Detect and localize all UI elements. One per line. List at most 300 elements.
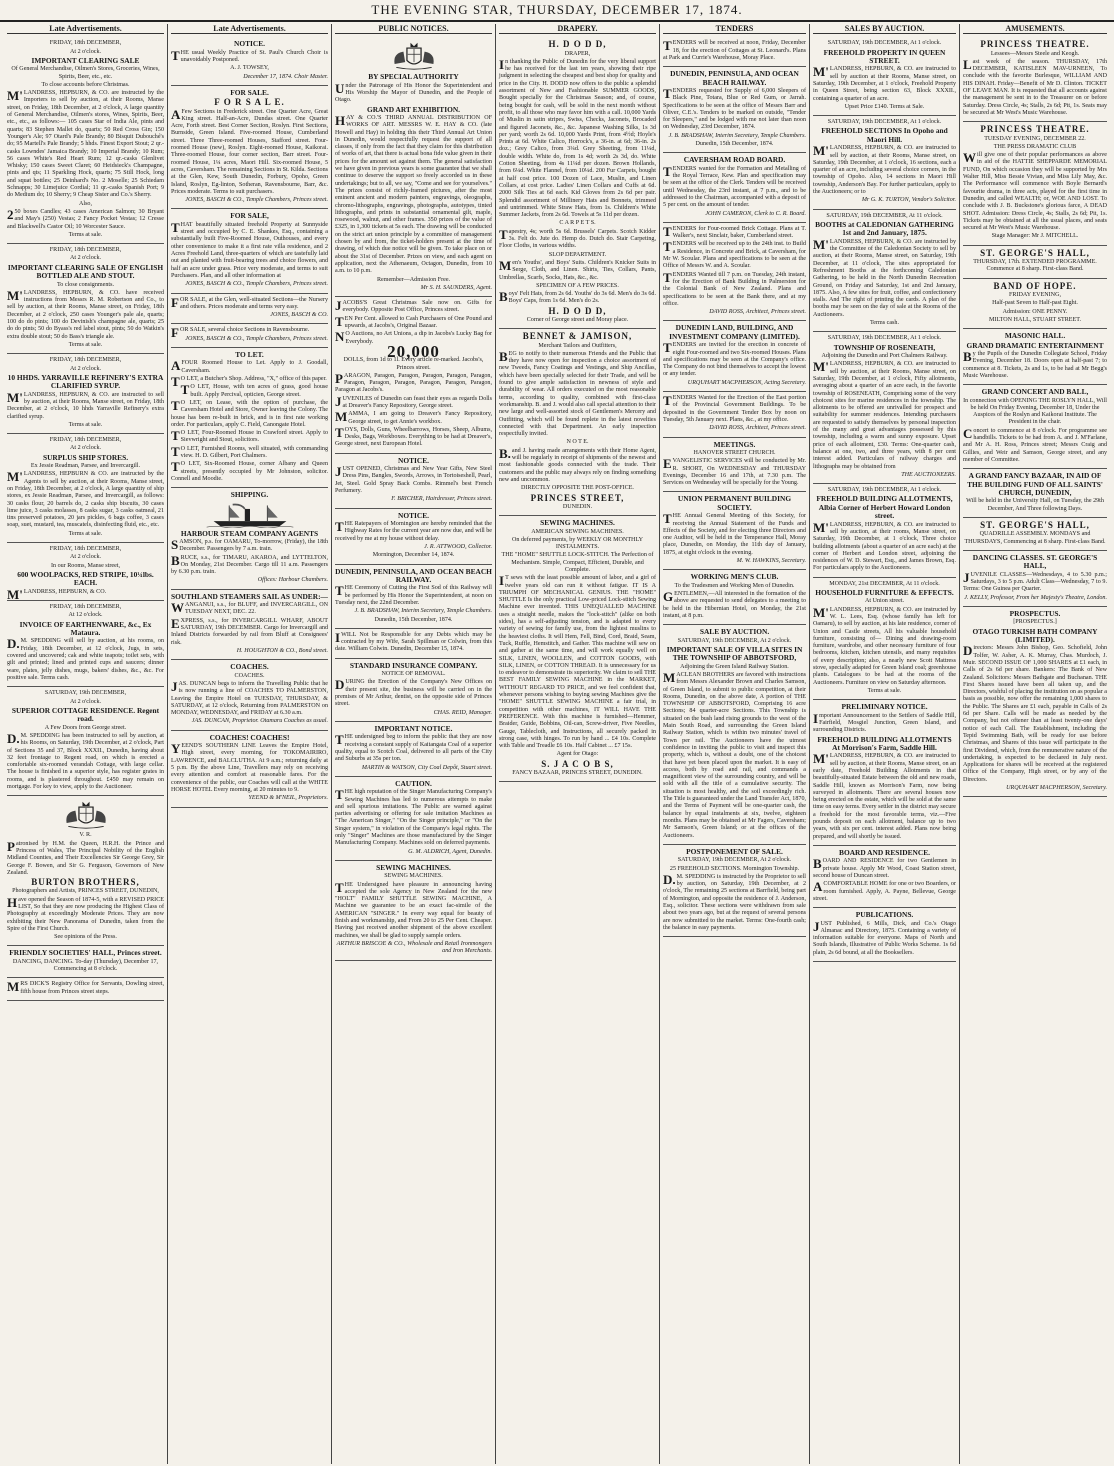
ad-body-text: THE Ceremony of Cutting the First Sod of this Railway will be performed by His Honor the Superintendent, at noon on Tuesday next, the 22nd December. — [335, 583, 492, 606]
ad-body-text: M'LANDRESS, HEPBURN, & CO. are instructed by the Importers to sell by auction, at their Rooms, Manse street, on Friday, 18th December, at 2 o'clock, A large quantity of General Merchandise, Oilmen's stores, Wines, Spirits, Beer, etc., etc., as follows:— 105 cases Star of India Ale, pints and quarts; 83 Stephen Mallet do, quarts; 50 Red Cross Gin; 150 Younger's Ale; 97 Otard's Pale Brandy; 80 Bisquit Dubouché's do; 95 Martell's Pale Brandy; 5 hhds. Finest Export Stout; 2 qr.-casks Lowndes' Jamaica Brandy; 10 Imperial Brandy; 10 Rum; 56 cases White's Red Heart Rum; 12 qr.-casks Glenlivet Whisky; 150 cases Sweet Claret; 60 Heidsieck's Champagne, pints and qts; 11 Sparkling Hock, quarts; 75 Still Hock, long and squat bottles; 25 Deinhard's No. 2 Moselle; 25 Schiedam Schnapps; 30 Limejuice Cordial; 11 qr.-casks Spanish Port; 9 do Medium do; 10 Sherry; 9 Cheap Sister and Co.'s Sherry. — [7, 88, 164, 199]
ad-centered-line: Also, — [78, 200, 93, 207]
ad-centered-line: FRIDAY EVENING, — [1008, 291, 1062, 298]
ad-body-text: TENDERS Wanted for the Erection of the East portion of the Provincial Government Buildings. To be deposited in the Government Tender Box by noon on Tuesday, 5th January next. Plans, &c., at my office. — [663, 393, 806, 423]
ad-heading: 10 HHDS. YARRAVILLE REFINERY'S EXTRA CLARIFIED SYRUP. — [7, 372, 164, 391]
ad-body-text: DURING the Erection of the Company's New Offices on their present site, the business will be carried on in the premises of Mr Arthur, dentist, on the opposite side of Princes street. — [335, 677, 492, 708]
ad-centered-line: FRIDAY, 18th DECEMBER, — [49, 247, 122, 254]
ad-centered-line: SATURDAY, 19th DECEMBER, At 1 o'clock. — [827, 119, 942, 126]
ad-signature: JONES, BASCH & CO., Temple Chambers, Princes street. — [185, 281, 328, 288]
ad-display-line: PRINCES STREET, — [530, 492, 625, 503]
advertisement — [499, 516, 656, 782]
ad-heading: COACHES! COACHES! — [209, 732, 290, 742]
column-3 — [332, 24, 496, 1464]
ad-body-text: Will give one of their popular performances as above in aid of the HATTIE SHEPPARDE MEMORIAL FUND, On which occasion they will be supported by Mrs Walter Hill, Miss Bessie Vivian, and Miss Lily May, &c. The Performance will commence with Boyle Bernard's favourite drama, in three acts, played for the first time in Dunedin, and called WEALTH; or, WOE AND LOST. To conclude with J. B. Buckstone's glorious farce, A DEAD SHOT. Admission: Dress Circle, 4s; Stalls, 2s 6d; Pit, 1s. Tickets may be obtained at all the usual places, and seats secured at Mr West's Music Warehouse. — [963, 150, 1107, 232]
ad-centered-line: Ex Jessie Readman, Parsee, and Invercargill. — [30, 463, 141, 470]
ad-centered-line: FRIDAY, 18th DECEMBER, — [49, 357, 122, 364]
ad-body-text: Boys' Felt Hats, from 2s 6d. Youths' do 3s 6d. Men's do 3s 6d. Boys' Caps, from 1s 6d. Men's do 2s. — [499, 289, 656, 305]
advertisement — [335, 454, 492, 509]
ad-centered-line: Upset Price £140. Terms at Sale. — [844, 103, 925, 110]
ad-centered-line: To close consignments. — [57, 281, 114, 288]
ad-signature: DAVID ROSS, Architect, Princes street. — [709, 309, 806, 316]
advertisement — [963, 329, 1107, 385]
ad-centered-line: Will be held in the University Hall, on Tuesday, the 29th December, And Three following Days. — [966, 498, 1104, 512]
ad-centered-line: Terms at sale. — [867, 687, 902, 694]
ad-display-line: BAND OF HOPE. — [993, 280, 1077, 291]
ad-body-text: GENTLEMEN,—All interested in the formation of the above are requested to send delegates to a meeting to be held in the Hibernian Hotel, on Monday, the 21st instant, at 8 p.m. — [663, 588, 806, 619]
advertisement — [7, 978, 164, 1001]
ad-signature: URQUHART MACPHERSON, Secretary. — [1006, 785, 1107, 792]
ad-centered-line: THE "HOME" SHUTTLE LOCK-STITCH. The Perfection of Mechanism. Simple, Compact, Efficient, Durable, and Complete. — [501, 552, 654, 573]
newspaper-masthead: THE EVENING STAR, THURSDAY, DECEMBER 17, 1874. — [0, 0, 1114, 22]
advertisement — [335, 659, 492, 722]
advertisement — [7, 946, 164, 978]
ad-body-text: PARAGON, Paragon, Paragon, Paragon, Paragon, Paragon, Paragon, Paragon, Paragon, Paragon, Paragon, Paragon, Paragon at Jacobs's. — [335, 370, 492, 394]
ad-body-text: JUST Published, 6 Mills, Dick, and Co.'s Otago Almanac and Directory, 1875. Containing a variety of information suitable for everyone. Maps of North and South Islands, Illustrative of Public Works Scheme. 1s 6d plain, 2s 6d bound, at all the Booksellers. — [813, 918, 956, 956]
column-1 — [4, 24, 168, 1464]
advertisement — [7, 601, 164, 687]
advertisement — [663, 625, 806, 845]
ad-heading: SALE BY AUCTION. — [699, 627, 770, 637]
advertisement — [963, 385, 1107, 469]
advertisement — [7, 687, 164, 796]
ad-signature: YEEND & M'NEIL, Proprietors. — [248, 795, 328, 802]
ad-body-text: TOYS, Dolls, Guns, Wheelbarrows, Horses, Sheep, Albums, Desks, Bags, Workboxes. Everything to be had at Dreaver's, George street, next European Hotel. — [335, 424, 492, 448]
ad-signature: Mr S. H. SAUNDERS, Agent. — [420, 284, 492, 291]
ad-centered-line: Mornington, December 14, 1874. — [372, 552, 455, 559]
advertisement — [663, 67, 806, 153]
ad-body-text: SAMSON, p.s. for OAMARU, To-morrow, (Friday), the 18th December. Passengers by 7 a.m. train. — [171, 536, 328, 553]
advertisement — [963, 37, 1107, 122]
ad-heading: SOUTHLAND STEAMERS SAIL AS UNDER:— — [171, 591, 328, 601]
ad-heading: SUPERIOR COTTAGE RESIDENCE. Regent road. — [11, 705, 160, 724]
ad-body-text: WANGANUI, s.s., for BLUFF, and INVERCARGILL, ON TUESDAY NEXT, DEC. 22. — [171, 600, 328, 616]
ad-heading: PRELIMINARY NOTICE. — [841, 702, 928, 712]
ad-centered-line: DOLLS, from 1d to 1l. Every article re-marked. Jacobs's, Princes street. — [343, 357, 484, 371]
ad-body-text: D.M. SPEDDING has been instructed to sell by auction, at his Rooms, on Saturday, 19th December, at 2 o'clock, Part of Sections 35 and 37, Block XXXII., Dunedin, having about 32 feet frontage to Regent road, on which is erected a comfortable six-roomed verandah Cottage, with large cellar. The house is finished in a superior style, has register grates in rooms, and is plastered throughout. £450 may remain on mortgage. For key to view, apply to the Auctioneer. — [7, 730, 164, 791]
advertisement — [171, 590, 328, 660]
ad-heading: NOTICE. — [397, 455, 429, 465]
advertisement — [171, 209, 328, 293]
ad-body-text: Have opened the Season of 1874-5, with a REVISED PRICE LIST, So that they are now producing the Highest Class of Photography at exceedingly Moderate Prices. They are now exhibiting their New Panorama of Dunedin, taken from the Spire of the First Church. — [7, 894, 164, 932]
ad-heading: MEETINGS. — [713, 439, 756, 449]
column-grid — [4, 24, 1110, 1464]
ad-signature: JAS. DUNCAN, Proprietor. Otamaru Coaches as usual. — [191, 718, 328, 725]
column-heading: PUBLIC NOTICES. — [335, 25, 492, 34]
ad-centered-line: MONDAY, 21st DECEMBER, At 11 o'clock. — [829, 580, 940, 587]
ad-body-text: TO LET, Four-Roomed House in Crawford street. Apply to Sievwright and Stout, solicitors. — [171, 428, 328, 444]
advertisement — [335, 722, 492, 777]
advertisement — [7, 434, 164, 543]
advertisement — [813, 908, 956, 962]
ad-centered-line: To the Tradesmen and Working Men of Dunedin. — [674, 582, 795, 589]
advertisement — [663, 153, 806, 222]
ad-display-line: BURTON BROTHERS, — [31, 877, 140, 888]
ad-centered-line: At 2 o'clock. — [69, 255, 102, 262]
column-heading: AMUSEMENTS. — [963, 25, 1107, 34]
advertisement — [813, 700, 956, 846]
ad-centered-line: Merchant Tailors and Outfitters, — [538, 342, 617, 349]
advertisement — [813, 37, 956, 116]
advertisement — [663, 321, 806, 392]
column-heading: DRAPERY. — [499, 25, 656, 34]
advertisement — [171, 660, 328, 730]
ad-body-text: JAS. DUNCAN begs to inform the Travelling Public that he is now running a line of COACHES TO PALMERSTON, Leaving the Empire Hotel on TUESDAY, THURSDAY, & SATURDAY, at 12 o'clock, Returning from PALMERSTON on MONDAY, WEDNESDAY, and FRIDAY at 6.30 a.m. — [171, 678, 328, 717]
ad-centered-line: DANCING, DANCING. To-day (Thursday), December 17, Commencing at 8 o'clock. — [12, 958, 159, 973]
ad-centered-line: A. J. TOWSEY, — [230, 65, 269, 72]
ad-centered-line: DRAPER, — [564, 50, 591, 57]
ad-body-text: BRUCE, s.s., for TIMARU, AKAROA, and LYTTELTON, On Monday, 21st December. Cargo till 11 a.m. Passengers by 6.30 p.m. train. — [171, 552, 328, 576]
ad-heading: FREEHOLD PROPERTY IN QUEEN STREET. — [823, 47, 946, 65]
advertisement — [335, 565, 492, 629]
advertisement — [963, 469, 1107, 518]
ad-centered-line: Remember—Admission Free. — [376, 276, 451, 283]
ad-signature: CHAS. REID, Manager. — [433, 709, 492, 716]
ad-centered-line: SATURDAY, 19th DECEMBER, At 2 o'clock. — [677, 857, 792, 864]
ad-heading: NOTICE. — [397, 510, 429, 520]
advertisement — [335, 777, 492, 861]
ad-centered-line: QUADRILLE ASSEMBLY. MONDAYS and THURSDAYS, Commencing at 8 sharp. First-class Band. — [964, 531, 1106, 545]
ad-centered-line: FRIDAY, 18th DECEMBER, — [49, 546, 122, 553]
ad-heading: POSTPONEMENT OF SALE. — [686, 846, 783, 856]
ad-centered-line: COACHES. — [234, 672, 265, 679]
ad-heading: A GRAND FANCY BAZAAR, IN AID OF THE BUILDING FUND OF ALL SAINTS' CHURCH, DUNEDIN, — [967, 471, 1103, 497]
ad-body-text: FOR SALE, several choice Sections in Ravensbourne. — [171, 325, 310, 341]
ad-body-text: M'LANDRESS, HEPBURN, & CO. are instructed to sell by auction, at their Rooms, Manse street, on Saturday, 19th December, at 1 o'clock, 16 sections, each a quarter of an acre, including several choice corners, in the township of Opoho. Also, 14 sections in Maori Hill township, Anderson's Bay. For further particulars, apply to the Auctioneers; or to — [813, 143, 956, 196]
ad-signature: URQUHART MACPHERSON, Acting Secretary. — [687, 379, 806, 386]
ad-body-text: THE Annual General Meeting of this Society, for receiving the Annual Statement of the Funds and Effects of the Society, and for electing three Directors and one Auditor, will be held in the Temperance Hall, Moray place, Dunedin, on Monday, the 11th day of January, 1875, at eight o'clock in the evening. — [663, 511, 806, 556]
advertisement — [335, 509, 492, 565]
ad-heading: PUBLICATIONS. — [855, 910, 914, 920]
column-4 — [496, 24, 660, 1464]
advertisement — [499, 329, 656, 516]
ad-heading: CAVERSHAM ROAD BOARD. — [683, 155, 786, 165]
advertisement — [663, 223, 806, 322]
ad-centered-line: TUESDAY EVENING, DECEMBER 22. — [984, 135, 1086, 142]
ad-body-text: BOARD AND RESIDENCE for two Gentlemen in private house. Apply Mr Wood, Coast Station street, second house of Duncan street. — [813, 856, 956, 879]
ad-body-text: M'LANDRESS, HEPBURN, & CO. are instructed to sell by auction, at their Rooms, Manse street, on an early date, Freehold Building Allotments in that beautifully-situated Estate between the old and new roads, Saddle Hill, known as Morrison's Farm, now being surveyed in allotments. There are several houses now being erected on the estate, which will be sold at the same time on easy terms. Every settler in the district may secure a freehold for the most favorable terms, viz.—Five pounds deposit on each allotment, balance up to two years, with six per cent. interest added. Plans now being prepared, and will shortly be issued. — [813, 751, 956, 840]
ad-body-text: M'LANDRESS, HEPBURN, & CO. are instructed to sell by auction, at their rooms, Manse street, on Saturday, 19th December, at 1 o'clock, Three choice building allotments (about a quarter of an acre each) at the corner of Herbert and London street, adjoining the residences of W. D. Stewart, Esq., and James Brown, Esq. For particulars apply to the Auctioneers. — [813, 519, 956, 572]
ad-heading: NOTICE. — [233, 39, 265, 49]
ad-body-text: M'LANDRESS, HEPBURN, & CO. are instructed to sell by auction, at their Rooms, Manse street, on Friday, 18th December, at 2 o'clock, 10 hhds Yarraville Refinery's extra clarified syrup. — [7, 389, 164, 420]
ad-heading: DUNEDIN, PENINSULA, AND OCEAN BEACH RAILWAY. — [670, 69, 799, 87]
ad-centered-line: Corner of George street and Moray place. — [526, 316, 629, 323]
ad-signature: G. M. ALDRICH, Agent, Dunedin. — [408, 848, 492, 855]
ad-body-text: JUVENILES of Dunedin can feast their eyes as regards Dolls at Dreaver's Fancy Repository, George street. — [335, 393, 492, 409]
ad-heading: 600 WOOLPACKS, RED STRIPE, 10¼lbs. EACH. — [17, 569, 154, 588]
advertisement — [663, 438, 806, 493]
ad-body-text: Last week of the season. THURSDAY, 17th DECEMBER, KATISLEEN MAV-URNEEN, To conclude with the favorite Burlesque, WILLIAM AND HIS DINAH. Friday—Benefit of Mr D. Clinton. TICKET OF LEAVE MAN. It is requested that all accounts against the management be sent in to the Treasurer on or before Saturday. Dress Circle, 4s; Stalls, 2s 6d; Pit, 1s. Seats may be secured at Mr West's Music Warehouse. — [963, 56, 1107, 116]
ad-signature: JOHN CAMERON, Clerk to C. R. Board. — [705, 210, 806, 217]
ad-heading: SEWING MACHINES. — [540, 518, 615, 528]
advertisement — [171, 348, 328, 488]
ad-body-text: 250 boxes Candles; 43 cases American Salmon; 30 Bryant and May's (250) Vestas; 2 Fancy Pocket Vestas; 12 Cresse and Blackwell's Castor Oil; 10 Worcester Sauce. — [7, 206, 164, 230]
ad-body-text: TO LET, Six-Roomed House, corner Albany and Queen streets, presently occupied by Mr Johnston, solicitor. Connell and Moodie. — [171, 459, 328, 482]
ad-centered-line: Stage Manager: Mr J. MITCHELL. — [991, 233, 1079, 240]
ad-heading: DUNEDIN, PENINSULA, AND OCEAN BEACH RAILWAY. — [335, 566, 492, 584]
ad-signature: F. BRICHER, Hairdresser, Princes street. — [391, 496, 492, 503]
column-7 — [960, 24, 1110, 1464]
ad-body-text: THE high reputation of the Singer Manufacturing Company's Sewing Machines has led to numerous attempts to make and sell spurious imitations. The Public are warned against parties advertising or offering for sale imitation Machines as "The American Singer," "On the Singer principle," or "On the Singer system," in violation of the Company's legal rights. The only "Singer" Machines are those manufactured by the Singer Manufacturing Company. Machines sold on deferred payments. — [335, 787, 492, 847]
ad-body-text: M'LANDRESS, HEPBURN, & CO. — [7, 586, 107, 602]
ad-centered-line: Adjoining the Dunedin and Port Chalmers Railway. — [821, 353, 948, 360]
ad-signature: J. KELLY, Professor, From her Majesty's Theatre, London. — [964, 594, 1107, 601]
ad-body-text: EVANGELISTIC SERVICES will be conducted by Mr. R. SHORT, On WEDNESDAY and THURSDAY Evenings, December 16 and 17th, at 7.30 p.m. The Services on Wednesday will be specially for the Young. — [663, 456, 806, 487]
ad-body-text: D.M. SPEDDING is instructed by the Proprietor to sell by auction, on Saturday, 19th December, at 2 o'clock, The remaining 25 sections at Barrfield, being part of Mornington, and opposite the residence of J. Anderson, Esq., solicitor. These sections were withdrawn from sale about two years ago, but at the request of several persons are now submitted to the market. Terms: One-fourth cash; the balance in easy payments. — [663, 871, 806, 931]
ad-body-text: TO LET, a Butcher's Shop. Address, "X," office of this paper. — [171, 374, 327, 390]
royal-coat-of-arms-icon — [58, 800, 114, 830]
advertisement — [171, 37, 328, 86]
ad-body-text: NO Auctions, no Art Unions, a dip in Jacobs's Lucky Bag for Everybody. — [335, 329, 492, 345]
ad-body-text: M'LANDRESS, HEPBURN, & CO. are instructed to sell by auction, at their Rooms, Manse street, on Saturday, 19th December, at 1 o'clock, Fifty allotments, averaging about a quarter of an acre each, in the favorite township of ROSENEATH, Comprising some of the very choicest sites for marine residences in the township. The allotments to be offered are unrivalled for prospect and suitability for summer residences. Intending purchasers are requested to satisfy themselves by personal inspection of the many and great advantages possessed by this township, including a warm and sunny exposure. Upset price of each allotment, £30. Terms: One-quarter cash, balance at one, two, and three years, with 8 per cent interest added. Particulars of railway charges and lithographs may be obtained from — [813, 359, 956, 470]
ad-centered-line: 25 FREEHOLD SECTIONS. Mornington Township. — [669, 865, 800, 872]
ad-heading: BOARD AND RESIDENCE. — [839, 847, 930, 857]
ad-heading: CAUTION. — [395, 778, 432, 788]
advertisement — [963, 279, 1107, 329]
ad-heading: FREEHOLD BUILDING ALLOTMENTS At Morrison's Farm, Saddle Hill. — [817, 734, 952, 752]
ad-centered-line: At 2 o'clock. — [69, 48, 102, 55]
ad-body-text: TENDERS Wanted till 7 p.m. on Tuesday, 24th instant, for the Erection of Bank Building in Palmerston for the Colonial Bank of New Zealand. Plans and specifications to be seen at the Bank there, and at my office. — [663, 269, 806, 307]
ad-centered-line: At 12 o'clock. — [68, 612, 103, 619]
ad-centered-line: See opinions of the Press. — [54, 934, 117, 941]
ad-body-text: FOR SALE, at the Glen, well-situated Sections—the Nursery and others. Prices moderate and terms very easy. — [171, 294, 328, 310]
ad-heading: HARBOUR STEAM COMPANY AGENTS — [180, 528, 319, 538]
advertisement — [663, 392, 806, 437]
advertisement — [813, 846, 956, 908]
ad-display-line: F O R S A L E. — [214, 97, 285, 108]
column-5 — [660, 24, 810, 1464]
ad-signature: J. R. ATTWOOD, Collector. — [424, 543, 492, 550]
ad-centered-line: N O T E. — [566, 439, 589, 446]
ad-body-text: TO LET, House, with ten acres of grass, good house built. Apply Percival, opticien, George street. — [180, 382, 328, 398]
advertisement — [963, 246, 1107, 279]
ad-centered-line: SATURDAY, 19th DECEMBER, At 2 o'clock. — [677, 637, 792, 644]
ad-body-text: M'LANDRESS, HEPBURN, & CO. have received instructions from Messrs R. M. Robertson and Co., to sell by auction, at their Rooms, Manse street, on Friday, 18th December, at 2 o'clock, 250 cases Younger's pale ale, quarts; 100 do do pints; 100 do Devinish's champagne ale, quarts; 25 do do pints; 50 do Byass's red label stout, pints; 50 do Watkin's extra double stout; 50 do Bass's triangle ale. — [7, 287, 164, 340]
column-heading: TENDERS — [663, 25, 806, 34]
ad-body-text: AFOUR Roomed House to Let. Apply to J. Goodall, Caversham. — [171, 358, 328, 374]
ad-centered-line: At 2 o'clock. — [69, 365, 102, 372]
ad-heading: TOWNSHIP OF ROSENEATH, — [833, 342, 936, 352]
ad-heading: UNION PERMANENT BUILDING SOCIETY. — [677, 494, 792, 512]
ad-centered-line: Agent for Otago: — [556, 751, 599, 758]
column-heading: SALES BY AUCTION. — [813, 25, 956, 34]
ad-centered-line: HANOVER STREET CHURCH. — [693, 449, 776, 456]
ad-body-text: Men's Youths', and Boys' Suits. Children's Knicker Suits in Serge, Cloth, and Linen. Shirts, Ties, Collars, Pants, Umbrellas, Scarfs, Socks, Hats, &c., &c. — [499, 257, 656, 281]
ad-body-text: MAMMA, I am going to Dreaver's Fancy Repository, George street, to get Annie's workbox. — [335, 409, 492, 425]
ad-signature: DAVID ROSS, Architect, Princes street. — [709, 425, 806, 432]
ad-centered-line: FANCY BAZAAR, PRINCES STREET, DUNEDIN. — [512, 770, 643, 777]
ad-body-text: MRS DICK'S Registry Office for Servants, Dowling street, fifth house from Princes street steps. — [7, 979, 164, 995]
ad-body-text: TEN Per Cent. allowed to Cash Purchasers of One Pound and upwards, at Jacobs's, Original Bazaar. — [335, 313, 492, 330]
ad-heading: PROSPECTUS. — [1009, 608, 1061, 618]
ad-heading: COACHES. — [230, 662, 269, 672]
ad-centered-line: SATURDAY, 19th DECEMBER, At 1 o'clock. — [827, 335, 942, 342]
ad-body-text: TENDERS for Four-roomed Brick Cottage. Plans at T. Walker's, next Sinclair, baker, Cumberland street. — [663, 223, 806, 240]
ad-heading: STANDARD INSURANCE COMPANY. — [349, 660, 478, 670]
ad-body-text: EXPRESS, s.s., for INVERCARGILL WHARF, ABOUT SATURDAY, 19th DECEMBER. Cargo for Invercargill and Inland Districts forwarded by rail from Bluff at Consignees' risk. — [171, 615, 328, 646]
ad-centered-line: DUNEDIN. — [562, 503, 593, 510]
ad-centered-line: AMERICAN SEWING MACHINES. — [531, 528, 624, 535]
ad-signature: December 17, 1874. Choir Master. — [243, 73, 328, 80]
ad-body-text: HAY & CO.'S THIRD ANNUAL DISTRIBUTION OF WORKS OF ART. MESSRS W. E. HAY & CO. (late Howell and Hay) in holding this their Third Annual Art Union in Dunedin, would respectfully request the support of all classes, if only from the fact that they claim for this distribution of works of art, that there is actual bona fide value given in their prices for the amount set against them. The general satisfaction we have given in previous years is some guarantee that we shall continue to deserve the support so freely accorded us in these undertakings; but to all, we say, "Come and see for yourselves." The prizes consist of richly-framed pictures, after the most eminent ancient and modern painters, engravings, oleographs, chromo-lithographs, engravings, photographs, autotypes, tinted lithographs, and prints in substantial ornamental gilt, maple, rosewood, walnut, and other frames. 350 prizes of the value of £325, in 1,300 tickets at 5s each. The drawing will be conducted on the strict art union principle by a committee of management chosen by and from, the ticket-holders present at the time of drawing, of which due notice will be given. To take place on or about the 31st of December. Prizes on view, and each agent on application, next the Athenaeum, Octagon, Dunedin, from 10 a.m. to 10 p.m. — [335, 113, 492, 275]
advertisement — [7, 796, 164, 946]
ad-body-text: YEEND'S SOUTHERN LINE Leaves the Empire Hotel, High street, every morning, for TOKOMAIRIRO, LAWRENCE, and BALCLUTHA. At 9 a.m.; returning daily at 5 p.m. By the above Line, Travellers may rely on receiving every attention and comfort at reasonable fares. For the convenience of the public, our Coaches will call at the WHITE HORSE HOTEL Every morning, at 20 minutes to 9. — [171, 741, 328, 793]
advertisement — [663, 37, 806, 67]
ad-centered-line: A Few Doors from George street. — [44, 724, 127, 731]
ad-body-text: B.and J. having made arrangements with their Home Agent, will be regularly in receipt of shipments of the newest and most fashionable goods connected with the trade. Their customers and the public may always rely on finding something new and uncommon. — [499, 445, 656, 483]
advertisement — [7, 543, 164, 601]
ad-signature: Mr G. K. TURTON, Vendor's Solicitor. — [861, 197, 956, 204]
ad-heading: FOR SALE, — [230, 211, 269, 221]
ad-signature: JONES, BASCH & CO., Temple Chambers, Princes street. — [185, 335, 328, 342]
ad-heading: WORKING MEN'S CLUB. — [690, 572, 779, 582]
ad-body-text: TENDERS will be received at noon, Friday, December 18, for the erection of Cottages at St. Leonard's. Plans at Park and Currie's Warehouse, Moray Place. — [663, 38, 806, 61]
ad-heading: SHIPPING. — [230, 490, 269, 500]
ad-body-text: MACLEAN BROTHERS are favored with instructions from Messrs Alexander Brown and Charles Samson, of Green Island, to submit to public competition, at their Rooms, Dunedin, on the above date, A portion of THE TOWNSHIP OF ABBOTSFORD, Comprising 16 acre Sections; 84 quarter-acre Sections. This Township is situated on the bush land rising grounds to the west of the Main South Road, and surrounding the Green Island Railway Station, which is within two minutes' travel of Town per rail. The Auctioneers have the utmost confidence in inviting the public to visit and inspect this property, which is, without a doubt, one of the choicest that have yet been placed upon the market. It is easy of access, both by road and rail, and commands a magnificent view of the surrounding country, and will be sold with all the title of a cumulative security. The situation is most healthy, and the soil exceedingly rich. The Title is guaranteed under the Land Transfer Act, 1870, and the Terms of Payment will be one-quarter cash, the balance by equal instalments at six, twelve, eighteen months. Plans may be obtained at Mr Fagers, Caversham; Mr Samson's, Green Island; or at the offices of the Auctioneers. — [663, 669, 807, 839]
ad-centered-line: Of General Merchandise, Oilmen's Stores, Groceries, Wines, Spirits, Beer, etc., etc. — [11, 66, 160, 80]
column-heading: Late Advertisements. — [171, 25, 328, 34]
ad-centered-line: Lessees—Messrs Steele and Keogh. — [990, 50, 1080, 57]
ad-centered-line: In our Rooms, Manse street, — [50, 562, 121, 569]
ad-body-text: In thanking the Public of Dunedin for the very liberal support he has received for the last ten years, showing their ripe judgment in selecting the cheapest and best shop for quality and price in the City. H. DODD now offers to the public a splendid assortment of New and Fashionable SUMMER GOODS, Bought specially for the Christmas Season; and, of course, being bought for cash, will be sold in the next month without profit, to all those who may favor him with a call. 10,000 Yards of Muslin in satin stripes, Swiss, Checks, Jaconets, Brocaded and figured Jaconets, &c., &c. Japanese Washing Silks, 1s 3d per yard; worth 2s 6d. 10,000 Yards Print, from 4½d; Hoyle's Prints at 6d. White Calico, Horrock's, a 36-in. at 6d; 36-in. 2s doz.; Grey Calico, from 3¼d. Grey Sheeting, from 11¼d, double width. White do, from 1s 4d; worth 2s 3d, do. White Cotton Sheeting, from 4s 11¼d per dozen. Brown Hollands, from 6¼d. White Flannel, from 10¼d. 200 Fur Carpets, bought at half cost price. 100 Dozen of Lace, Muslin, and Linen Collars, at cost price. Ladies' Linen Collars and Cuffs at 6d. 2000 Silk Ties at 6d each. Kid Gloves from 2s 6d per pair. Splendid assortment of Millinery Hats and Bonnets, trimmed and untrimmed. White Straw Hats, from 1s. Children's White Summer Jackets, from 2s 6d. Towels at 5s 11d per dozen. — [499, 56, 656, 219]
advertisement — [335, 861, 492, 961]
advertisement — [963, 551, 1107, 607]
advertisement — [335, 297, 492, 454]
ad-body-text: Under the Patronage of His Honor the Superintendent and His Worship the Mayor of Dunedin, and the People of Otago. — [335, 80, 492, 104]
ad-body-text: TENDERS requested for Supply of 6,000 Sleepers of Black Pine, Totara, Blue or Red Gum, or Jarrah. Specifications to be seen at the office of Messrs Barr and Oliver, C.E.'s. Tenders to be marked on outside, "Tender for Sleepers," and be lodged with me not later than noon on Wednesday, 23rd December, 1874. — [663, 86, 806, 131]
crest-caption: V. R. — [79, 832, 92, 839]
advertisement — [171, 731, 328, 808]
royal-coat-of-arms-icon — [386, 41, 442, 71]
ad-centered-line: NOTICE OF REMOVAL. — [381, 671, 446, 678]
ad-centered-line: Dunedin, 15th December, 1874. — [695, 141, 774, 148]
advertisement — [663, 845, 806, 937]
ad-centered-line: [PROSPECTUS.] — [1013, 619, 1057, 626]
advertisement — [171, 86, 328, 210]
ad-heading: GRAND CONCERT AND BALL, — [981, 387, 1089, 397]
ad-centered-line: Photographers and Artists, PRINCES STREET, DUNEDIN, — [12, 888, 159, 895]
ad-heading: INVOICE OF EARTHENWARE, &c., Ex Mataura. — [19, 619, 152, 638]
advertisement — [813, 116, 956, 209]
ad-display-line: H. D O D D, — [548, 305, 607, 316]
column-2 — [168, 24, 332, 1464]
ad-body-text: M'LANDRESS, HEPBURN, & CO. are instructed to sell by auction at their Rooms, Manse street, on Saturday, 19th December, at 1 o'clock, Freehold Property in Queen Street, being section 63, Block XXXII., containing a quarter of an acre. — [813, 64, 956, 102]
ad-heading: BY SPECIAL AUTHORITY — [368, 72, 459, 82]
ad-body-text: THE Undersigned have pleasure in announcing having accepted the sole Agency in New Zealand for the new "HOLT" FAMILY SHUTTLE SEWING MACHINE, A Machine we guarantee to be an exact fac-simile of the AMERICAN "SINGER." In every way equal for beauty of finish and workmanship, and From 20 to 25 Per Cent. Cheaper. Having just received another shipment of the above excellent machines, we shall be glad to supply sample orders. — [335, 879, 492, 939]
ad-signature: Offices: Harbour Chambers. — [257, 577, 328, 584]
ad-heading: BOOTHS at CALEDONIAN GATHERING 1st and 2nd January, 1875. — [815, 219, 954, 238]
ad-centered-line: Terms at sale. — [68, 530, 103, 537]
ad-body-text: Tapestry, 4s; worth 5s 6d. Brussels' Carpets. Scotch Kidder 3s. Felt do. Jute do. Hemp do. Dutch do. Stair Carpeting, Floor Cloths, in various widths. — [499, 226, 656, 250]
ad-centered-line: At 2 o'clock. — [69, 445, 102, 452]
ad-body-text: M'LANDRESS, HEPBURN & CO. are instructed by the Agents to sell by auction, at their Rooms, Manse street, on Friday, 18th December, at 2 o'clock, A large quantity of ship stores, ex Jessie Readman, Parsee, and Invercargill, as follows: 30 casks flour, 20 barrels do, 2 casks ship biscuits, 30 cases lime juice, 3 casks molasses, 8 casks sugar, 3 casks oatmeal, 21 tins preserved potatoes, 20 jars pickles, 6 bags coffee, 3 cases soap, suet, mustard, tea, muscatels, disinfecting fluid, etc., etc. — [7, 469, 164, 529]
ad-centered-line: SATURDAY, 19th DECEMBER, At 11 o'clock. — [826, 212, 943, 219]
ad-centered-line: Terms at sale. — [68, 341, 103, 348]
ad-centered-line: MILTON HALL, STUART STREET. — [989, 316, 1081, 323]
ad-heading: HOUSEHOLD FURNITURE & EFFECTS. — [815, 587, 954, 597]
ad-body-text: THAT beautifully situated freehold Property at Sunnyside street and occupied by C. E. Shankes, Esq., containing a substantially built Five-Roomed House, Outhouses, and every other convenience to make it a first rate villa residence, and 2 Acres Freehold Land, three-quarters of which are tastefully laid out and planted with fruit-bearing trees and choice flowers, and half an acre under grass. Price very moderate, and terms to suit Purchasers. Plan, and all other information at — [171, 219, 328, 279]
ad-heading: OTAGO TURKISH BATH COMPANY (LIMITED). — [972, 626, 1098, 644]
ad-centered-line: Terms at sale. — [68, 421, 103, 428]
ad-body-text: TENDERS are invited for the erection in concrete of eight Four-roomed and two Six-roomed Houses. Plans and specifications may be seen at the Company's office. The Company do not bind themselves to accept the lowest or any tender. — [663, 340, 806, 378]
ad-centered-line: SPECIMEN OF A FEW PRICES. — [536, 282, 619, 289]
ad-centered-line: SATURDAY, 19th DECEMBER, At 1 o'clock. — [827, 40, 942, 47]
advertisement — [963, 607, 1107, 797]
ad-signature: H. HOUGHTON & CO., Bond street. — [236, 647, 328, 654]
ad-centered-line: SEWING MACHINES. — [384, 873, 443, 880]
ad-heading: FOR SALE. — [230, 87, 269, 97]
ad-signature: JONES, BASCH & CO., Temple Chambers, Princes street. — [185, 197, 328, 204]
ad-body-text: ACOMFORTABLE HOME for one or two Boarders, or room furnished. Apply, A. Payne, Bellevue, George street. — [813, 879, 956, 902]
ad-centered-line: FRIDAY, 18th DECEMBER, — [49, 40, 122, 47]
ad-heading: DUNEDIN LAND, BUILDING, AND INVESTMENT COMPANY (LIMITED). — [669, 323, 800, 341]
ad-centered-line: THE PRESS DRAMATIC CLUB — [993, 143, 1077, 150]
ad-body-text: Concert to commence at 8 o'clock. For programme see handbills. Tickets to be had from A. and J. M'Farlane, and Mr A. H. Ross, Princes street; Messrs Craig and Gillies, and Weir and Samson, George street, and any member of Committee. — [963, 425, 1107, 463]
ad-body-text: IT sews with the least possible amount of labor, and a girl of twelve years old can run it without fatigue. IT IS A TRIUMPH OF MECHANICAL GENIUS. THE "HOME" SHUTTLE Is the only practical Low-priced Lock-stitch Sewing Machine ever invented. THIS UNEQUALLED MACHINE uses a straight needle, makes the "lock-stitch" (alike on both sides), has a self-adjusting tension, and is adapted to every variety of sewing for family use, from the lightest muslins to the heaviest cloths. It will Hem, Fell, Bind, Cord, Braid, Seam, Tuck, Ruffle, Hemstitch, and Gather. This machine will sew on and gather at the same time, and will work equally well on SILK, LINEN, WOOLLEN, and COTTON GOODS, with SILK, LINEN, or COTTON THREAD. It is unnecessary for us to endeavor to demonstrate its superiority. We claim to sell THE BEST FAMILY SEWING MACHINE in the MARKET, WITHOUT REGARD TO PRICE, and we feel confident that, whenever persons wishing to buying sewing Machines give the "HOME" SHUTTLE SEWING MACHINE a fair trial, in competition with other machines, IT WILL HAVE THE PREFERENCE. With this machine is furnished—Hemmer, Braider, Guide, Bobbins, Oil-can, Screw-driver, Five Needles, Gauge, Tablecloth, and Instructions, all securely packed in strong case, with hinges. To run by hand ... £4 10s. Complete with Table and Treadle £6 10s. Half Cabinet ... £7 15s. — [499, 573, 656, 750]
ad-centered-line: At Union street. — [864, 598, 905, 605]
ad-display-line: H. D O D D, — [548, 39, 607, 50]
ad-centered-line: SLOP DEPARTMENT. — [548, 251, 607, 258]
steamship-icon — [205, 502, 295, 528]
ad-heading: IMPORTANT CLEARING SALE — [31, 55, 140, 65]
ad-centered-line: At 2 o'clock. — [69, 554, 102, 561]
ad-heading: IMPORTANT SALE OF VILLA SITES IN THE TOWNSHIP OF ABBOTSFORD, — [666, 644, 803, 663]
column-heading: Late Advertisements. — [7, 25, 164, 34]
ad-body-text: THE usual Weekly Practice of St. Paul's Church Choir is unavoidably Postponed. — [171, 47, 328, 63]
ad-body-text: TENDERS will be received up to the 24th inst. to Build a Residence, in Concrete and Brick, at Caversham, for Mr W. Scoular. Plans and specifications to be seen at the Office of Messrs W. and A. Scoular. — [663, 239, 806, 270]
ad-centered-line: FRIDAY, 18th DECEMBER, — [49, 437, 122, 444]
advertisement — [335, 629, 492, 659]
ad-body-text: JACOBS'S Great Christmas Sale now on. Gifts for everybody. Opposite Post Office, Princes street. — [335, 298, 492, 314]
ad-body-text: By the Pupils of the Dunedin Collegiate School, Friday Evening, December 18. Doors open at half-past 7; to commence at 8. Tickets, 2s and 1s, to be had at Mr Begg's Music Warehouse. — [963, 348, 1107, 379]
advertisement — [171, 324, 328, 348]
ad-centered-line: SATURDAY, 19th DECEMBER, — [44, 690, 127, 697]
ad-heading: FREEHOLD BUILDING ALLOTMENTS, Albia Corner of Herbert Howard London street. — [816, 494, 953, 521]
ad-display-line: BENNET & JAMISON, — [522, 331, 633, 342]
advertisement — [963, 518, 1107, 551]
ad-body-text: D.M. SPEDDING will sell by auction, at his rooms, on Friday, 18th December, at 12 o'clock, Jugs, in sets, covered and uncovered; cak and white teapots; toilet sets, with gilt and printed; lined and printed cups and saucers; dinner ware, plates, jelly dishes, mugs, bakers' dishes, &c., &c. For positive sale. Terms cash. — [7, 636, 164, 681]
advertisement — [813, 332, 956, 484]
ad-large-number: 20,000 — [387, 341, 440, 361]
ad-body-text: THE Ratepayers of Mornington are hereby reminded that the Highway Rates for the current year are now due, and will be received by me at my house without delay. — [335, 519, 492, 542]
ad-centered-line: DIRECTLY OPPOSITE THE POST-OFFICE. — [521, 485, 634, 492]
advertisement — [499, 37, 656, 329]
ad-heading: IMPORTANT NOTICE. — [374, 723, 453, 733]
advertisement — [663, 570, 806, 625]
ad-body-text: THE undersigned beg to inform the public that they are now receiving a constant supply of Kaitangata Coal of a superior quality, equal to Scotch Coal, delivered to all parts of the City and Suburbs at 35s per ton. — [335, 732, 492, 763]
ad-centered-line: To close accounts before Christmas. — [41, 81, 130, 88]
ad-signature: J. B. BRADSHAW, Interim Secretary, Temple Chambers. — [668, 132, 806, 139]
advertisement — [813, 578, 956, 701]
advertisement — [171, 294, 328, 325]
ad-body-text: AFew Sections in Frederick street. One Quarter Acre, Great King street. Half-an-Acre, Dundas street. One Quarter Acre, Forth street. Best Corner Section, Roslyn. First Sections, Burnside, Green Island. Five-roomed House, Cumberland street. Three Three-roomed Houses, Stafford street. Four-roomed House (new), Roslyn. Eight-roomed House, Kaikorai. Three-roomed House, four corner section, Barr street. Four-roomed House, 1¼ acres, Maori Hill. Six-roomed House, 5 acres, Caversham. The remaining Sections in St. Kilda. Sections at the Glen, Kew, South Dunedin, Forbury, Opoho, Green Island, Roslyn, Eg-linton, Sotheran, Ravensbourne, Barr, &c. Prices moderate. Terms to suit purchasers. — [171, 106, 328, 195]
ad-signature: J. B. BRADSHAW, Interim Secretary, Temple Chambers. — [354, 608, 492, 615]
ad-centered-line: THURSDAY, 17th. EXTENDED PROGRAMME. Commence at 8 sharp. First-class Band. — [973, 259, 1097, 273]
ad-body-text: Directors: Messrs John Bishop, Geo. Schofield, John Tolfer, W. Asher, A. K. Murray, Chas. Murdoch, J. Muir. SECOND ISSUE OF 1,000 SHARES at £1 each, in Calls of 2s 6d per share. Bankers: The Bank of New Zealand. Solicitors: Messrs Bathgate and Buchanan. THE First Shares issued have been all taken up, and the Directors, wishful of placing the institution on as popular a basis as possible, now offer the remaining 1,000 shares to the Public. The Shares are £1 each, payable in Calls of 2s 6d per Share. Calls will be made as needed by the Company, but not oftener than at least twenty-one days' notice of each Call. The Establishment, including the Tepid Swimming Bath, will be ready for use before Christmas, and Shares of this issue will participate in the first Dividend, which, from the remunerative nature of the undertaking, is expected to be declared in July next. Applications for shares will be received at the registered Office of the Company, High street, or by any of the Directors. — [963, 643, 1107, 783]
advertisement — [7, 37, 164, 244]
ad-centered-line: Adjoining the Green Island Railway Station. — [680, 663, 789, 670]
ad-heading: MASONIC HALL. — [1004, 331, 1066, 341]
ad-signature: JONES, BASCH & CO. — [270, 312, 328, 319]
ad-centered-line: On deferred payments, by WEEKLY OR MONTHLY INSTALMENTS. — [512, 536, 643, 551]
ad-body-text: M'LANDRESS, HEPBURN, & CO. are instructed by W. L. Lees, Esq. (whose family has left for Oamaru), to sell by auction, at his late residence, corner of Union and Castle streets, All his valuable household furniture, consisting of— Dining and drawing-room furniture, wardrobe, and other necessary furniture of four bedrooms, kitchen, kitchen utensils, and many requisites of every description; also, a nearly new Scott Mattress stove, specially adapted for Green Island coal; greenhouse plants. Catalogues to be had at the rooms of the Auctioneers. Furniture on view on Saturday afternoon. — [813, 604, 956, 686]
ad-display-line: PRINCESS THEATRE. — [980, 39, 1090, 50]
ad-body-text: IWILL Not be Responsible for any Debts which may be contracted by my Wife, Sarah Spillman or Colwin, from this date. William Colwin. Dunedin, December 15, 1874. — [335, 629, 492, 653]
ad-heading: SURPLUS SHIP STORES. — [42, 452, 129, 462]
advertisement — [7, 354, 164, 434]
ad-signature: ARTHUR BRISCOE & CO., Wholesale and Retail Ironmongers and Iron Merchants. — [336, 940, 492, 955]
ad-heading: FREEHOLD SECTIONS In Opoho and Maori Hill. — [821, 126, 948, 144]
ad-body-text: JUVENILE CLASSES—Wednesdays, 4 to 5.30 p.m.; Saturdays, 3 to 5 p.m. Adult Class—Wednesday, 7 to 9. Terms: One Guinea per Quarter. — [963, 569, 1107, 593]
